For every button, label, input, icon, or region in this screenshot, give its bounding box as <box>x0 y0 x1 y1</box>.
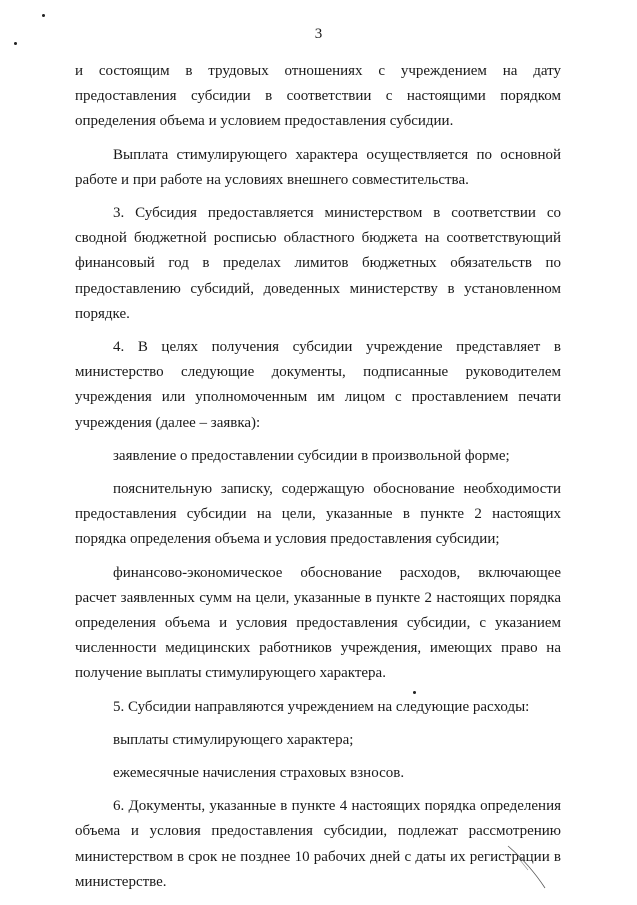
paragraph: и состоящим в трудовых отношениях с учреждением на дату предоставления субсидии в соответствии с настоящими порядком определения объема и условием предоставления субсидии. <box>75 63 561 130</box>
page-number: 3 <box>314 26 323 42</box>
paragraph: финансово-экономическое обоснование расходов, включающее расчет заявленных сумм на цели, указанные в пункте 2 настоящих порядка определения объема и условия предоставления субсидии, с указанием численности медицинских работников учреждения, имеющих право на получение выплаты стимулирующего характера. <box>75 564 561 682</box>
paragraph: 4. В целях получения субсидии учреждение представляет в министерство следующие документы, подписанные руководителем учреждения или уполномоченным им лицом с проставлением печати учреждения (далее – заявка): <box>75 339 561 431</box>
paragraph: выплаты стимулирующего характера; <box>113 731 354 748</box>
document-body <box>75 59 561 895</box>
scan-speck <box>14 42 17 45</box>
paragraph: пояснительную записку, содержащую обоснование необходимости предоставления субсидии на цели, указанные в пункте 2 настоящих порядка определения объема и условия предоставления субсидии; <box>75 481 561 548</box>
pen-stroke <box>500 840 580 900</box>
paragraph: 3. Субсидия предоставляется министерством в соответствии со сводной бюджетной росписью областного бюджета на соответствующий финансовый год в пределах лимитов бюджетных обязательств по предоставлению субсидий, доведенных министерству в установленном порядке. <box>75 205 561 322</box>
paragraph: Выплата стимулирующего характера осуществляется по основной работе и при работе на условиях внешнего совместительства. <box>75 146 561 188</box>
paragraph: ежемесячные начисления страховых взносов. <box>113 765 405 782</box>
scan-speck <box>42 14 45 17</box>
paragraph: 6. Документы, указанные в пункте 4 настоящих порядка определения объема и условия предоставления субсидии, подлежат рассмотрению министерством в срок не позднее 10 рабочих дней с даты их регистрации в министерстве. <box>75 798 561 890</box>
paragraph: заявление о предоставлении субсидии в произвольной форме; <box>113 447 510 464</box>
paragraph: 5. Субсидии направляются учреждением на следующие расходы: <box>113 698 530 715</box>
